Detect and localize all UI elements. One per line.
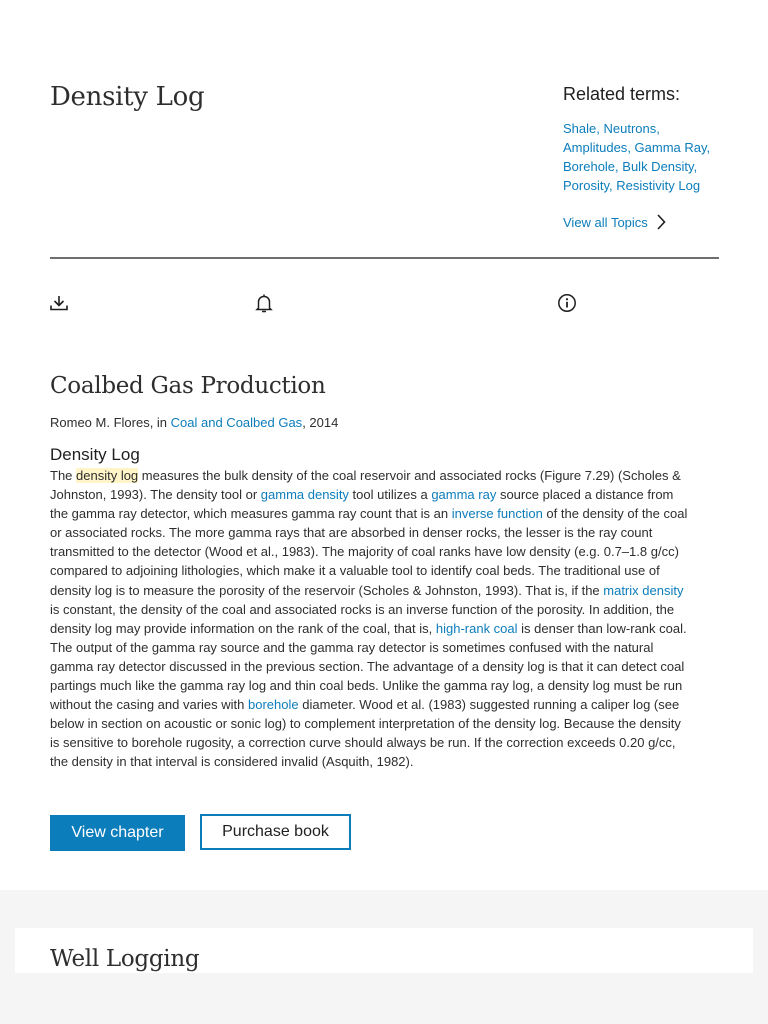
excerpt-text: tool utilizes a bbox=[348, 487, 432, 503]
view-all-topics-link[interactable] bbox=[563, 214, 666, 230]
excerpt-text: diameter. Wood et al. (1983) suggested running a caliper log (see below in section on acoustic or sonic log) to complement interpretation of the density log. Because the density is sensitive to borehole rugosity, a correction curve should always be run. If the correction exceeds 0.20 g/cc, the density in that interval is considered invalid (Asquith, 1982). bbox=[50, 697, 681, 770]
excerpt-text: The bbox=[50, 468, 77, 483]
header-divider bbox=[50, 257, 719, 259]
related-term-amplitudes[interactable]: Amplitudes bbox=[563, 140, 628, 155]
page-title: Density Log bbox=[50, 82, 205, 112]
related-term-resistivity-log[interactable]: Resistivity Log bbox=[616, 178, 701, 193]
link-gamma-ray[interactable]: gamma ray bbox=[431, 487, 497, 503]
publication-year: , 2014 bbox=[302, 415, 339, 430]
link-inverse-function[interactable]: inverse function bbox=[451, 506, 543, 522]
highlighted-term: density log bbox=[76, 468, 139, 483]
chapter-excerpt bbox=[50, 466, 690, 772]
related-term-borehole[interactable]: Borehole bbox=[563, 159, 616, 174]
excerpt-text: is constant, the density of the coal and associated rocks is an inverse function of the porosity. In addition, the density log may provide information on the rank of the coal, that is, bbox=[50, 601, 675, 636]
related-terms-list: Shale, Neutrons, Amplitudes, Gamma Ray, Borehole, Bulk Density, Porosity, Resistivity Log bbox=[563, 121, 711, 193]
view-chapter-button[interactable]: View chapter bbox=[50, 815, 185, 851]
excerpt-text: of the density of the coal or associated rocks. The more gamma rays that are absorbed in denser rocks, the lesser is the ray count transmitted to the detector (Wood et al., 1983). The majority of coal ranks have low density (e.g. 0.7–1.8 g/cc) compared to adjoining lithologies, which make it a valuable tool to identify coal beds. The traditional use of density log is to measure the porosity of the reservoir (Scholes & Johnston, 1993). That is, if the bbox=[50, 506, 688, 598]
view-all-topics-label: View all Topics bbox=[563, 214, 648, 230]
author: Romeo M. Flores, in bbox=[50, 415, 171, 430]
related-term-bulk-density[interactable]: Bulk Density bbox=[622, 159, 694, 174]
related-term-neutrons[interactable]: Neutrons bbox=[603, 121, 657, 136]
chevron-right-icon bbox=[656, 214, 666, 230]
byline bbox=[50, 415, 338, 430]
excerpt-text: measures the bulk density of the coal reservoir and associated rocks (Figure 7.29) (Scholes & Johnston, 1993). The density tool or bbox=[50, 468, 681, 503]
link-gamma-density[interactable]: gamma density bbox=[260, 487, 349, 503]
excerpt-text: source placed a distance from the gamma ray detector, which measures gamma ray count that is an bbox=[50, 487, 674, 522]
bell-icon[interactable] bbox=[254, 293, 274, 313]
related-terms-panel bbox=[563, 84, 743, 195]
excerpt-text: is denser than low-rank coal. The output of the gamma ray source and the gamma ray detector is sometimes confused with the natural gamma ray detector discussed in the previous section. The advantage of a density log is that it can detect coal partings much like the gamma ray log and thin coal beds. Unlike the gamma ray log, a density log must be run without the casing and varies with bbox=[50, 620, 687, 713]
related-term-porosity[interactable]: Porosity bbox=[563, 178, 609, 193]
link-borehole[interactable]: borehole bbox=[248, 697, 299, 713]
related-terms-heading: Related terms: bbox=[563, 84, 681, 104]
link-matrix-density[interactable]: matrix density bbox=[603, 582, 684, 598]
info-icon[interactable] bbox=[557, 293, 577, 313]
link-high-rank-coal[interactable]: high-rank coal bbox=[435, 620, 518, 636]
section-title: Coalbed Gas Production bbox=[50, 373, 326, 399]
next-section-title: Well Logging bbox=[50, 946, 200, 972]
book-link[interactable]: Coal and Coalbed Gas bbox=[170, 415, 303, 430]
purchase-book-button[interactable]: Purchase book bbox=[200, 814, 351, 850]
related-term-gamma-ray[interactable]: Gamma Ray bbox=[634, 140, 707, 155]
section-subheading: Density Log bbox=[50, 445, 140, 464]
download-icon[interactable] bbox=[49, 293, 69, 313]
related-term-shale[interactable]: Shale bbox=[563, 121, 597, 136]
